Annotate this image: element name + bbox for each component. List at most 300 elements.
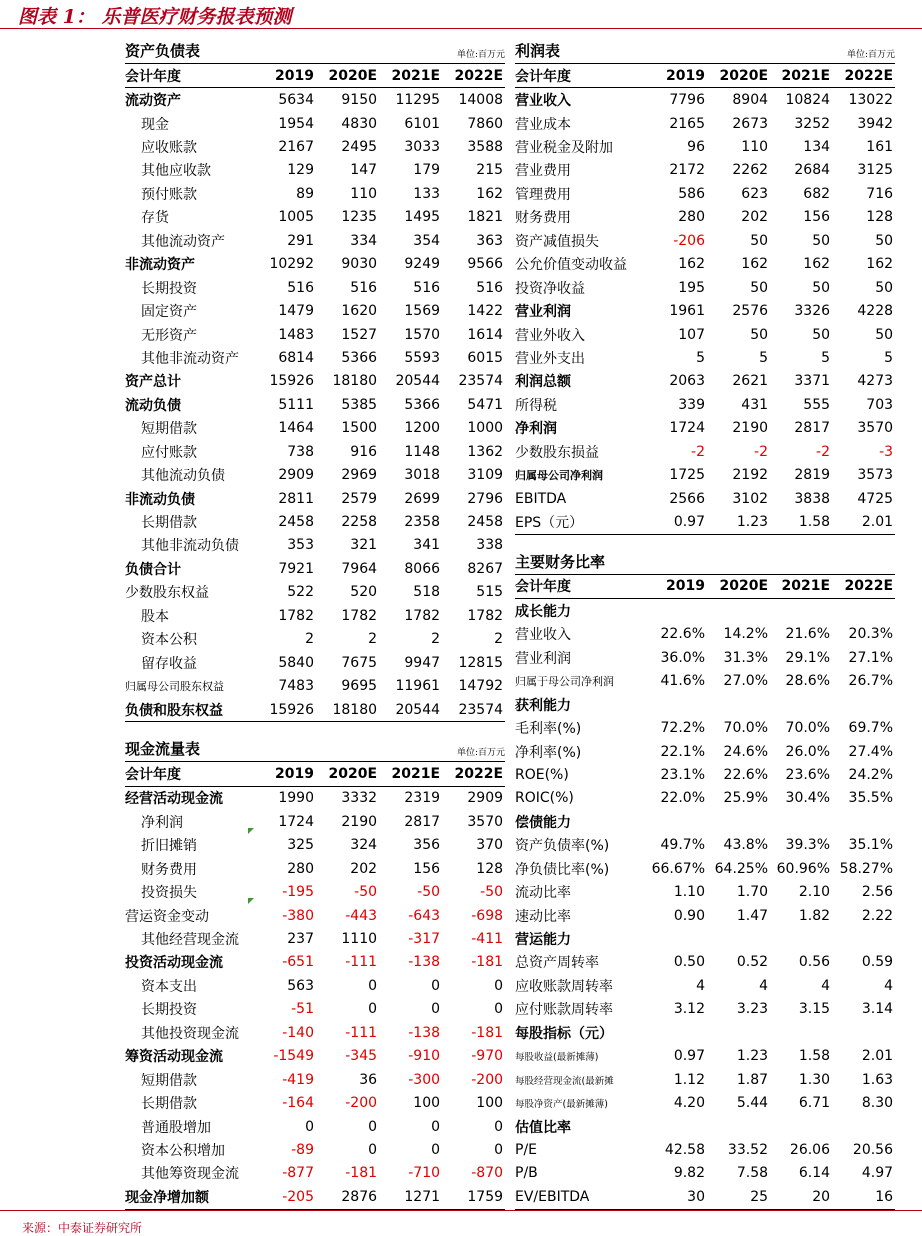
row-value: 22.0% (660, 790, 705, 807)
table-row (125, 159, 505, 182)
row-value: 15926 (269, 373, 314, 390)
row-value: 5593 (404, 349, 441, 366)
row-value: 16 (832, 1185, 895, 1209)
row-value: 70.0% (785, 720, 831, 737)
row-value: 3838 (794, 490, 831, 507)
row-value: 8904 (732, 92, 769, 109)
row-value: 1.47 (736, 907, 769, 924)
row-value: 50 (750, 326, 769, 343)
row-label: 营运资金变动 (125, 908, 209, 925)
row-value: 9566 (467, 256, 504, 273)
row-value: 623 (741, 185, 769, 202)
row-label: 营运能力 (515, 932, 571, 949)
row-value: 356 (413, 837, 441, 854)
table-row (515, 159, 895, 182)
row-value: 4228 (857, 303, 894, 320)
row-value: 1961 (669, 303, 705, 320)
row-value: 1000 (467, 420, 504, 437)
table-row (125, 417, 505, 440)
row-value: 195 (678, 279, 705, 296)
row-value: 520 (350, 584, 378, 601)
table-row (125, 1162, 505, 1185)
row-value: 31.3% (723, 649, 769, 666)
header-label: 会计年度 (125, 762, 260, 786)
row-label: 长期投资 (141, 1002, 197, 1019)
row-label: 资产负债率(%) (515, 838, 610, 855)
row-value: 1725 (669, 467, 705, 484)
row-label: 现金净增加额 (125, 1185, 260, 1209)
row-value: 280 (287, 860, 314, 877)
row-value: 28.6% (785, 673, 831, 690)
row-value: 1200 (404, 420, 441, 437)
row-value: -411 (471, 931, 504, 948)
row-value: -181 (471, 954, 504, 971)
row-value: 3.15 (798, 1001, 831, 1018)
row-label: 折旧摊销 (141, 838, 197, 855)
row-label: 每股净资产(最新摊薄) (515, 1099, 608, 1111)
row-value: 7.58 (736, 1165, 769, 1182)
table-row (515, 510, 895, 534)
table-row (515, 417, 895, 440)
row-value: 72.2% (660, 720, 705, 737)
section-title-row (515, 38, 895, 64)
table-row (515, 1162, 895, 1185)
table-row (515, 599, 895, 623)
row-value: 2811 (278, 490, 314, 507)
table-row (125, 628, 505, 651)
row-value: 43.8% (723, 837, 769, 854)
row-value: 7483 (278, 678, 314, 695)
row-value: 15926 (260, 698, 316, 722)
row-label: 每股收益(最新摊薄) (515, 1052, 599, 1064)
row-value: 13022 (848, 92, 894, 109)
row-value: 156 (803, 209, 831, 226)
row-value: 682 (803, 185, 831, 202)
header-year: 2021E (379, 762, 442, 786)
table-row (125, 698, 505, 722)
row-label: 估值比率 (515, 1119, 571, 1136)
row-label: 公允价值变动收益 (515, 257, 627, 274)
table-row (125, 370, 505, 393)
table-row (125, 1021, 505, 1044)
row-value: -138 (408, 1024, 441, 1041)
balance-sheet-table (125, 38, 505, 722)
row-value: 25 (707, 1185, 770, 1209)
header-year: 2019 (260, 64, 316, 88)
table-row (515, 1115, 895, 1138)
row-value: 4 (821, 977, 831, 994)
table-row (125, 299, 505, 322)
row-value: 1.23 (736, 1048, 769, 1065)
table-row (515, 740, 895, 763)
row-value: 4 (759, 977, 769, 994)
row-value: -443 (345, 907, 378, 924)
income-statement-table (515, 38, 895, 535)
row-value: 1.63 (861, 1071, 894, 1088)
row-value: 5 (696, 349, 705, 366)
row-label: 非流动资产 (125, 257, 195, 274)
table-row (125, 857, 505, 880)
table-row (515, 927, 895, 950)
row-label: EBITDA (515, 490, 567, 507)
row-value: 10824 (785, 92, 831, 109)
row-value: -877 (282, 1165, 314, 1182)
section-title: 利润表 (515, 42, 561, 60)
row-value: 7675 (341, 654, 378, 671)
table-row (125, 206, 505, 229)
row-value: 354 (413, 232, 441, 249)
row-label: 偿债能力 (515, 814, 571, 831)
row-value: 3371 (794, 373, 831, 390)
row-value: 3588 (467, 139, 504, 156)
table-row (125, 786, 505, 810)
row-value: 5366 (404, 396, 441, 413)
row-value: 325 (287, 837, 314, 854)
row-label: 净利率(%) (515, 744, 582, 761)
row-value: 134 (803, 139, 831, 156)
row-value: 3942 (857, 115, 894, 132)
row-value: 2458 (278, 514, 314, 531)
row-value: 1782 (467, 607, 504, 624)
row-value: 2458 (467, 514, 504, 531)
table-row (515, 229, 895, 252)
row-value: 66.67% (651, 860, 705, 877)
header-year: 2022E (442, 64, 505, 88)
row-label: 流动资产 (125, 93, 181, 110)
table-row (515, 834, 895, 857)
table-row (515, 393, 895, 416)
row-value: 3125 (857, 162, 894, 179)
row-value: 2876 (316, 1185, 379, 1209)
header-year: 2020E (707, 64, 770, 88)
table-row (515, 998, 895, 1021)
table-row (515, 463, 895, 486)
row-label: 普通股增加 (141, 1119, 211, 1136)
row-label: 存货 (141, 210, 169, 227)
row-label: 投资活动现金流 (125, 955, 223, 972)
row-value: 2.01 (861, 1048, 894, 1065)
row-value: 23574 (458, 373, 504, 390)
row-value: 41.6% (660, 673, 705, 690)
row-value: 916 (350, 443, 378, 460)
row-value: 5366 (341, 349, 378, 366)
row-value: 9249 (404, 256, 441, 273)
row-value: -2 (816, 443, 831, 460)
header-year: 2021E (770, 574, 832, 598)
table-row (515, 1021, 895, 1044)
table-row (125, 557, 505, 580)
table-row (125, 346, 505, 369)
row-value: 516 (287, 279, 314, 296)
section-title-row (515, 549, 895, 575)
row-value: 202 (741, 209, 769, 226)
row-value: 321 (350, 537, 378, 554)
row-value: 14008 (458, 92, 504, 109)
table-row (125, 112, 505, 135)
row-value (832, 1115, 895, 1138)
unit-label: 单位:百万元 (846, 50, 896, 60)
row-value: 9030 (341, 256, 378, 273)
row-value: -870 (471, 1165, 504, 1182)
row-value: 179 (413, 162, 441, 179)
row-label: 所得税 (515, 397, 557, 414)
row-value: 2969 (341, 467, 378, 484)
row-value: 2 (494, 631, 504, 648)
row-value: 0 (305, 1118, 314, 1135)
row-value: 2576 (732, 303, 769, 320)
row-label: 现金 (141, 116, 169, 133)
row-label: 每股经营现金流(最新摊 (515, 1075, 614, 1087)
row-value: 9695 (341, 678, 378, 695)
row-value: 33.52 (727, 1141, 769, 1158)
row-value: 5634 (278, 92, 314, 109)
table-row (515, 299, 895, 322)
row-value: 353 (287, 537, 314, 554)
row-value: 1005 (278, 209, 314, 226)
row-value (707, 693, 770, 716)
row-value: 2192 (732, 467, 769, 484)
row-label: 速动比率 (515, 908, 571, 925)
row-value: 3.12 (673, 1001, 705, 1018)
row-value: 2684 (794, 162, 831, 179)
table-row (125, 1045, 505, 1068)
row-value: 162 (678, 256, 705, 273)
row-label: 负债合计 (125, 561, 181, 578)
section-title: 主要财务比率 (515, 552, 606, 571)
header-year: 2020E (316, 762, 379, 786)
row-value: 12815 (458, 654, 504, 671)
row-value: 0 (494, 977, 504, 994)
unit-label: 单位:百万元 (456, 50, 506, 60)
row-label: 短期借款 (141, 421, 197, 438)
header-year: 2019 (649, 64, 707, 88)
row-value (707, 1021, 770, 1044)
header-year: 2019 (649, 574, 707, 598)
row-value: 0 (494, 1118, 504, 1135)
row-value: 30.4% (785, 790, 831, 807)
row-value: 22.6% (660, 626, 705, 643)
row-value: 8.30 (861, 1095, 894, 1112)
row-label: 资产减值损失 (515, 233, 599, 250)
right-column (515, 38, 895, 1210)
row-label: 固定资产 (141, 304, 197, 321)
table-row (125, 927, 505, 950)
table-row (515, 487, 895, 510)
row-value: 24.2% (848, 766, 894, 783)
row-value: 22.6% (723, 766, 769, 783)
row-label: 营业外收入 (515, 327, 585, 344)
row-value (707, 599, 770, 623)
row-value: 1.58 (770, 510, 832, 534)
row-value: 1.82 (798, 907, 831, 924)
row-value (649, 599, 707, 623)
row-value: 6101 (404, 115, 441, 132)
row-value: 338 (476, 537, 504, 554)
row-value (649, 1021, 707, 1044)
table-row (125, 651, 505, 674)
row-label: 其他非流动负债 (141, 538, 239, 555)
row-value: -2 (691, 443, 705, 460)
row-value: 2566 (669, 490, 705, 507)
row-value: 1759 (442, 1185, 505, 1209)
row-value: 162 (476, 185, 504, 202)
row-label: 营业成本 (515, 116, 571, 133)
row-label: 营业收入 (515, 627, 571, 644)
row-value: 10292 (269, 256, 314, 273)
header-year: 2019 (260, 762, 316, 786)
row-value: 4.97 (861, 1165, 894, 1182)
row-value: 89 (296, 185, 314, 202)
row-label: 每股指标（元） (515, 1025, 613, 1042)
row-label: 投资损失 (141, 885, 197, 902)
row-value: 0 (368, 977, 378, 994)
header-row (125, 64, 505, 88)
row-label: 营业利润 (515, 650, 571, 667)
row-label: 其他流动负债 (141, 468, 225, 485)
row-value: 162 (803, 256, 831, 273)
row-value (707, 927, 770, 950)
row-value: 2358 (404, 514, 441, 531)
footer-divider (0, 1210, 922, 1211)
row-value: 24.6% (723, 743, 769, 760)
table-row (515, 810, 895, 833)
table-row (125, 135, 505, 158)
table-row (515, 646, 895, 669)
row-value: 2817 (794, 420, 831, 437)
row-value: 129 (287, 162, 314, 179)
table-row (125, 880, 505, 903)
row-value: 69.7% (848, 720, 894, 737)
row-value: 7964 (341, 560, 378, 577)
row-value: -50 (480, 884, 504, 901)
row-label: 财务费用 (141, 861, 197, 878)
row-label: 其他经营现金流 (141, 932, 239, 949)
row-value: -910 (408, 1048, 441, 1065)
row-value (770, 927, 832, 950)
row-value: 18180 (316, 698, 379, 722)
row-value: 11295 (395, 92, 441, 109)
row-value: 2063 (669, 373, 705, 390)
row-value: 0 (494, 1141, 504, 1158)
row-value: 2.56 (861, 884, 894, 901)
table-row (515, 182, 895, 205)
header-year: 2022E (832, 64, 895, 88)
row-value: 22.1% (660, 743, 705, 760)
row-value: -419 (282, 1071, 314, 1088)
row-value: 9947 (404, 654, 441, 671)
row-label: 总资产周转率 (515, 955, 599, 972)
table-row (125, 440, 505, 463)
row-label: 资本公积增加 (141, 1142, 225, 1159)
row-value: 70.0% (723, 720, 769, 737)
row-value: -317 (408, 931, 441, 948)
row-value: 20.56 (852, 1141, 894, 1158)
table-row (515, 1068, 895, 1091)
row-value: 49.7% (660, 837, 705, 854)
row-label: 营业外支出 (515, 350, 585, 367)
table-row (125, 974, 505, 997)
row-label: 资本支出 (141, 978, 197, 995)
row-value: 110 (350, 185, 378, 202)
row-label: 营业利润 (515, 304, 571, 321)
row-value: 14.2% (723, 626, 769, 643)
row-value: 2909 (467, 790, 504, 807)
row-value: 23.1% (660, 766, 705, 783)
row-label: 经营活动现金流 (125, 791, 223, 808)
table-row (125, 88, 505, 112)
row-value: 6.14 (798, 1165, 831, 1182)
row-value: -345 (345, 1048, 378, 1065)
row-value: 29.1% (785, 649, 831, 666)
row-value: 1.23 (707, 510, 770, 534)
table-row (125, 998, 505, 1021)
row-value: 3109 (467, 467, 504, 484)
row-value: 341 (413, 537, 441, 554)
table-row (515, 1091, 895, 1114)
row-value (649, 927, 707, 950)
row-value: 1954 (278, 115, 314, 132)
row-label: 净利润 (141, 814, 183, 831)
row-value: 431 (741, 396, 769, 413)
row-value: 516 (350, 279, 378, 296)
row-value: 30 (649, 1185, 707, 1209)
row-value: 5 (821, 349, 831, 366)
unit-label (770, 549, 895, 575)
row-label: 股本 (141, 608, 169, 625)
row-label: 投资净收益 (515, 280, 585, 297)
table-row (125, 1068, 505, 1091)
row-label: 营业费用 (515, 163, 571, 180)
row-value: 162 (866, 256, 894, 273)
row-value: 2165 (669, 115, 705, 132)
row-value: -970 (471, 1048, 504, 1065)
row-value: 26.0% (785, 743, 831, 760)
table-row (125, 810, 505, 833)
row-value: 20544 (379, 698, 442, 722)
cash-flow-table (125, 736, 505, 1209)
row-value: 26.7% (848, 673, 894, 690)
row-value: 64.25% (714, 860, 769, 877)
row-value (832, 1021, 895, 1044)
row-value: 50 (812, 279, 831, 296)
row-value: 1500 (341, 420, 378, 437)
row-value: 3326 (794, 303, 831, 320)
row-value: 21.6% (785, 626, 831, 643)
row-value: 0 (431, 977, 441, 994)
row-value: 23574 (442, 698, 505, 722)
row-value: -111 (345, 954, 378, 971)
row-value: 1782 (341, 607, 378, 624)
row-value: 39.3% (785, 837, 831, 854)
row-value (707, 1115, 770, 1138)
row-value: -50 (354, 884, 378, 901)
row-value: 0.90 (673, 907, 705, 924)
table-row (125, 182, 505, 205)
row-label: ROIC(%) (515, 790, 574, 807)
table-row (125, 393, 505, 416)
row-value: 1.58 (798, 1048, 831, 1065)
header-row (515, 64, 895, 88)
table-row (515, 88, 895, 112)
row-value: 4.20 (673, 1095, 705, 1112)
row-value: -200 (345, 1095, 378, 1112)
row-label: 应付账款 (141, 444, 197, 461)
row-value: 1479 (278, 303, 314, 320)
row-label: 资本公积 (141, 632, 197, 649)
row-label: 少数股东权益 (125, 585, 209, 602)
row-value: 1.10 (673, 884, 705, 901)
row-label: 筹资活动现金流 (125, 1049, 223, 1066)
